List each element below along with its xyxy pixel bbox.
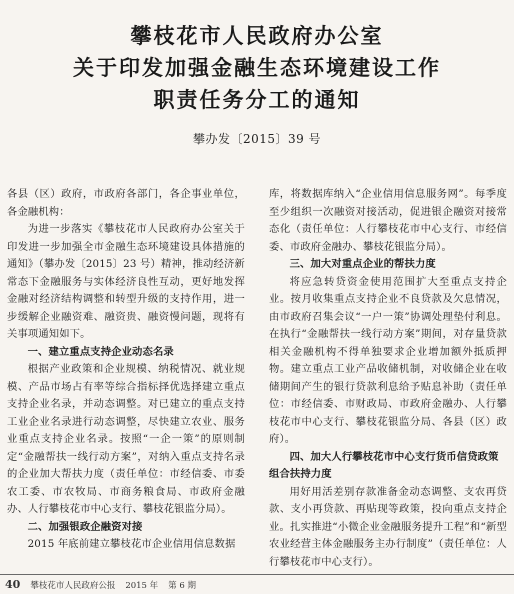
- publication-year: 2015 年: [125, 580, 159, 591]
- left-column: [7, 186, 245, 568]
- section-1-body: 根据产业政策和企业规模、纳税情况、就业规模、产品市场占有率等综合指标择优选择建立重点支持企业名录，并动态调整。对已建立的重点支持工业企业名录进行动态调整，尽快建立农业、服务业重点支持企业名录。按照“一企一策”的原则制定“金融帮扶一线行动方案”，对纳入重点支持名录的企业加大帮扶力度（责任单位：市经信委、市委农工委、市农牧局、市商务粮食局、市政府金融办、人行攀枝花市中心支行、攀枝花银监分局）。: [7, 363, 245, 515]
- intro-paragraph: 为进一步落实《攀枝花市人民政府办公室关于印发进一步加强全市金融生态环境建设具体措施的通知》（攀办发〔2015〕23 号）精神，推动经济新常态下金融服务与实体经济良性互动，更好地发挥金融对经济结构调整和转型升级的支持作用，进一步缓解企业融资难、融资贵、融资慢问题，现将有关事项通知如下。: [7, 223, 245, 340]
- section-4-heading: 四、加大人行攀枝花市中心支行货币信贷政策组合扶持力度: [269, 450, 499, 480]
- right-column: [269, 186, 507, 568]
- section-4-body: 用好用活差别存款准备金动态调整、支农再贷款、支小再贷款、再贴现等政策，投向重点支持企业。扎实推进“小微企业金融服务提升工程”和“新型农业经营主体金融服务主办行制度”（责任单位：人行攀枝花市中心支行）。: [269, 485, 507, 568]
- document-title-line-3: 职责任务分工的通知: [153, 88, 361, 112]
- page-footer: [0, 574, 514, 594]
- page-number: 40: [5, 578, 21, 591]
- publication-name: 攀枝花市人民政府公报: [30, 580, 116, 591]
- document-number: 攀办发〔2015〕39 号: [192, 132, 322, 146]
- document-title-line-1: 攀枝花市人民政府办公室: [130, 24, 384, 48]
- publication-issue: 第 6 期: [168, 580, 196, 591]
- body-columns: [7, 186, 507, 568]
- salutation: 各县（区）政府，市政府各部门，各企事业单位，各金融机构：: [7, 188, 245, 218]
- document-header: [0, 0, 514, 147]
- section-3-body: 将应急转贷资金使用范围扩大至重点支持企业。按月收集重点支持企业不良贷款及欠息情况，由市政府召集会议“一户一策”协调处理垫付利息。在执行“金融帮扶一线行动方案”期间，对存量贷款相关金融机构不得单独要求企业增加额外抵质押物。建立重点工业产品收储机制，对收储企业在收储期间产生的银行贷款利息给予贴息补助（责任单位：市经信委、市财政局、市政府金融办、人行攀枝花市中心支行、攀枝花银监分局、各县（区）政府）。: [269, 275, 507, 445]
- section-3-heading: 三、加大对重点企业的帮扶力度: [289, 258, 436, 270]
- section-1-heading: 一、建立重点支持企业动态名录: [27, 345, 174, 358]
- section-2-body-continued: 库，将数据库纳入“企业信用信息服务网”。每季度至少组织一次融资对接活动，促进银企融资对接常态化（责任单位：人行攀枝花市中心支行、市经信委、市政府金融办、攀枝花银监分局）。: [269, 188, 507, 253]
- document-title-line-2: 关于印发加强金融生态环境建设工作: [73, 56, 441, 80]
- section-2-body: 2015 年底前建立攀枝花市企业信用信息数据: [27, 538, 236, 550]
- section-2-heading: 二、加强银政企融资对接: [27, 520, 143, 533]
